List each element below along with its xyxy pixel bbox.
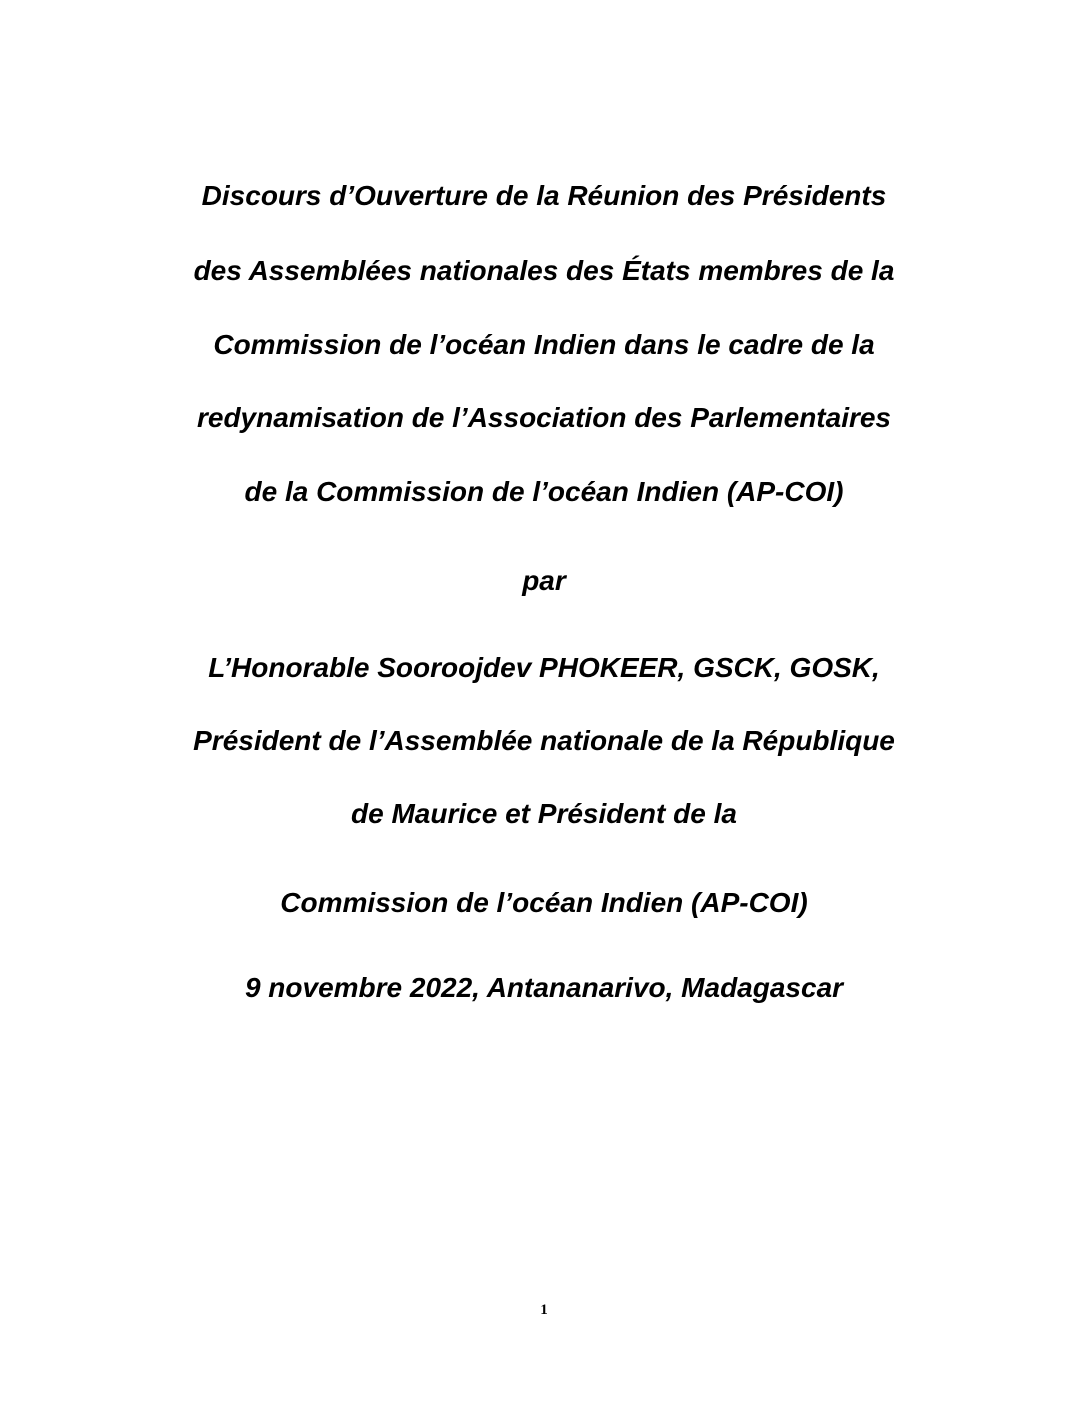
date-location: 9 novembre 2022, Antananarivo, Madagascar — [244, 972, 844, 1003]
speaker-line-3: de Maurice et Président de la — [351, 798, 737, 829]
speaker-line-1: L’Honorable Sooroojdev PHOKEER, GSCK, GOSK, — [208, 652, 880, 683]
title-line-4: redynamisation de l’Association des Parlementaires — [196, 402, 892, 433]
title-line-1: Discours d’Ouverture de la Réunion des Présidents — [201, 180, 887, 211]
page-number: 1 — [540, 1302, 548, 1318]
speaker-line-2: Président de l’Assemblée nationale de la République — [193, 725, 895, 756]
title-line-3: Commission de l’océan Indien dans le cadre de la — [213, 329, 875, 360]
title-line-5: de la Commission de l’océan Indien (AP-COI) — [244, 476, 844, 507]
title-line-2: des Assemblées nationales des États membres de la — [193, 255, 895, 286]
by-label: par — [522, 565, 566, 596]
speaker-line-4: Commission de l’océan Indien (AP-COI) — [280, 887, 808, 918]
